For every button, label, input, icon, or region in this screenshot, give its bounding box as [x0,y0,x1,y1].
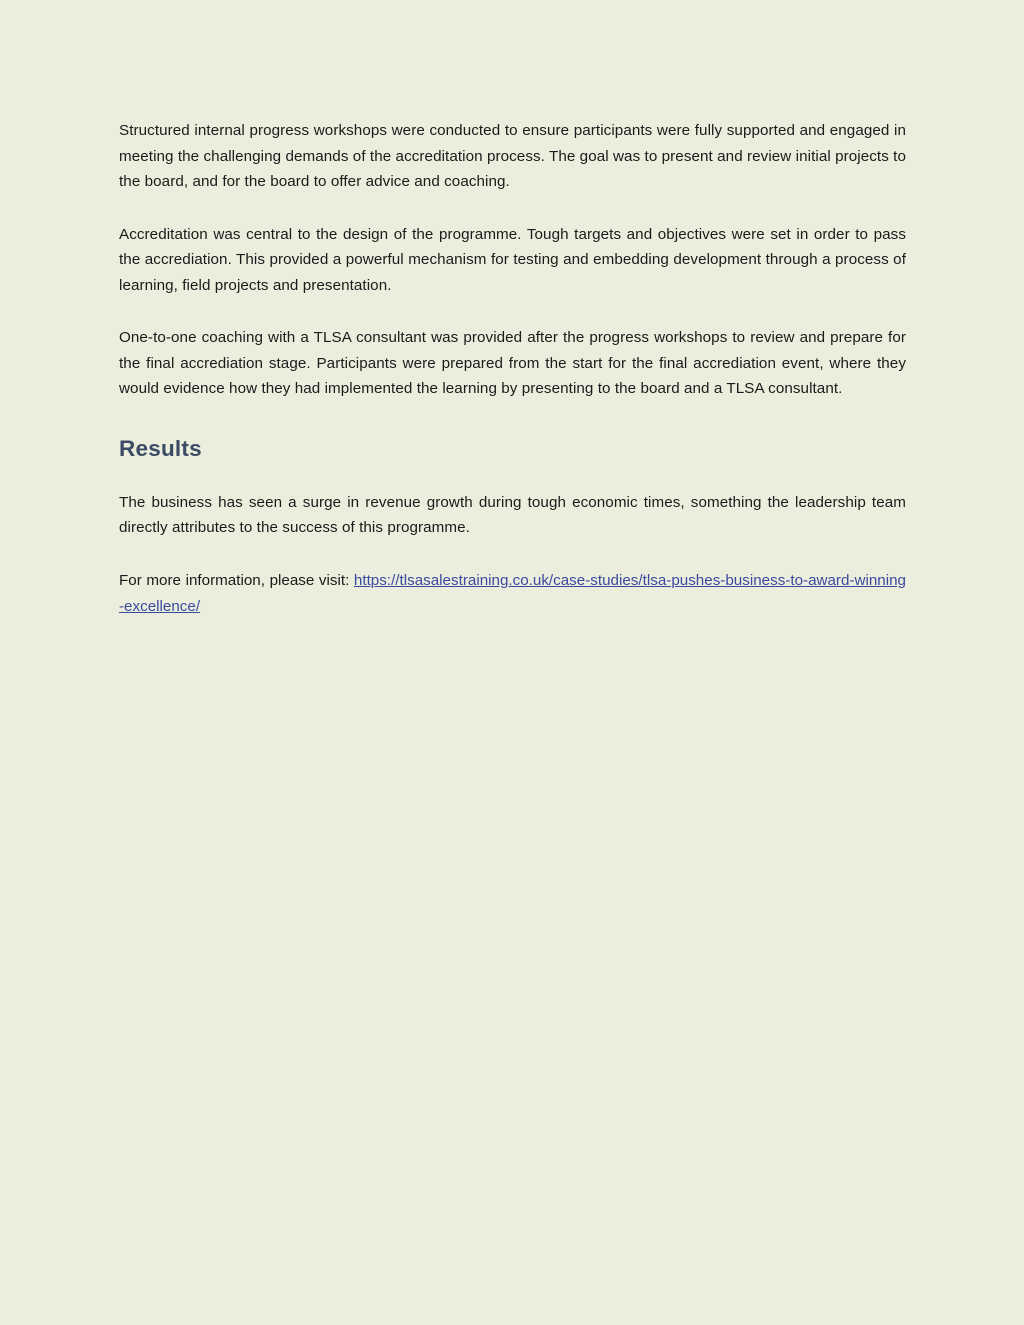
paragraph-one-to-one-coaching: One-to-one coaching with a TLSA consultant was provided after the progress workshops to review and prepare for the final accrediation stage. Participants were prepared from the start for the final accrediation event, where they would evidence how they had implemented the learning by presenting to the board and a TLSA consultant. [119,329,906,398]
paragraph-more-information [119,568,906,619]
case-study-link[interactable]: https://tlsasalestraining.co.uk/case-studies/tlsa-pushes-business-to-award-winning-excellence/ [119,571,906,615]
paragraph-results: The business has seen a surge in revenue growth during tough economic times, something the leadership team directly attributes to the success of this programme. [119,493,906,537]
section-heading-results: Results [119,435,202,461]
more-information-label: For more information, please visit: [119,571,354,589]
paragraph-accreditation: Accreditation was central to the design of the programme. Tough targets and objectives were set in order to pass the accrediation. This provided a powerful mechanism for testing and embedding development through a process of learning, field projects and presentation. [119,225,906,294]
paragraph-progress-workshops: Structured internal progress workshops were conducted to ensure participants were fully supported and engaged in meeting the challenging demands of the accreditation process. The goal was to present and review initial projects to the board, and for the board to offer advice and coaching. [119,122,906,191]
document-content [119,118,906,619]
